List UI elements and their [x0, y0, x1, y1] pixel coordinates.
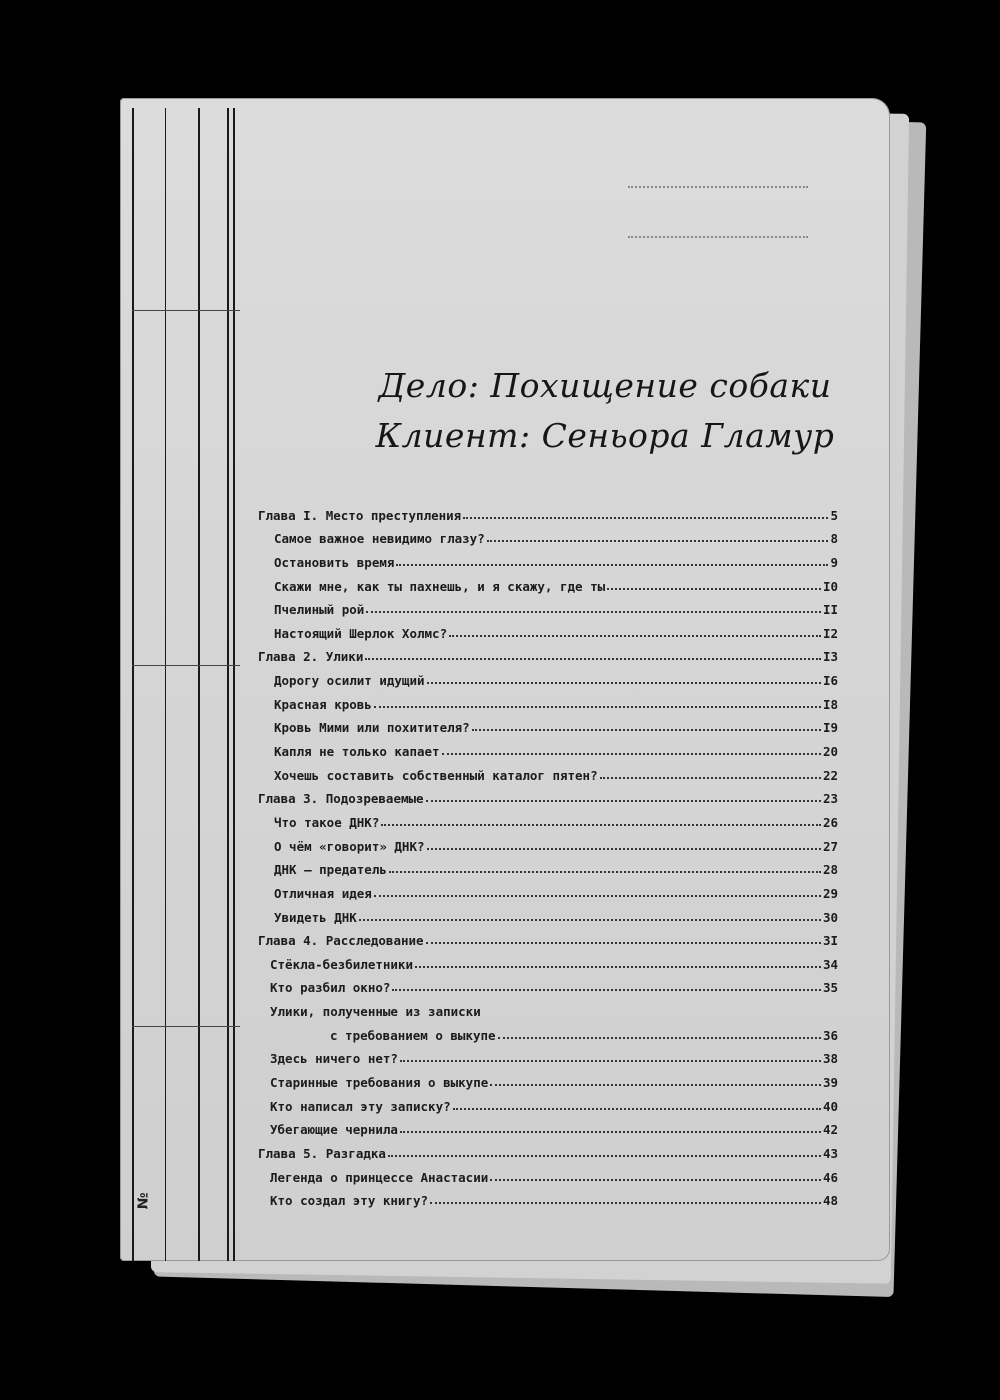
dot-leader: [396, 564, 828, 566]
margin-rule: [198, 108, 200, 1261]
toc-entry-page: I9: [822, 720, 838, 736]
toc-entry: [258, 830, 838, 854]
toc-entry-label: Глава I. Место преступления: [258, 507, 462, 523]
toc-entry-page: 3I: [822, 933, 838, 949]
toc-entry-label: Стёкла-безбилетники: [270, 956, 413, 972]
dot-leader: [607, 588, 821, 590]
toc-entry: [258, 877, 838, 901]
dot-leader: [359, 919, 821, 921]
toc-chapter: [258, 499, 838, 523]
toc-chapter: [258, 1137, 838, 1161]
toc-entry: [258, 523, 838, 547]
table-of-contents: [258, 499, 838, 1208]
margin-rule: [233, 108, 235, 1261]
dot-leader: [498, 1037, 821, 1039]
margin-divider: [132, 310, 240, 311]
dot-leader: [392, 989, 821, 991]
toc-entry: [258, 759, 838, 783]
dot-leader: [400, 1060, 821, 1062]
toc-entry-label: Красная кровь: [274, 696, 372, 712]
toc-entry-page: I6: [822, 673, 838, 689]
dot-leader: [430, 1202, 821, 1204]
toc-entry: [258, 972, 838, 996]
toc-entry-page: 34: [822, 956, 838, 972]
dot-leader: [442, 753, 821, 755]
blank-field-line: [628, 236, 808, 238]
toc-entry-label: ДНК – предатель: [274, 862, 387, 878]
dot-leader: [490, 1084, 821, 1086]
dot-leader: [427, 848, 821, 850]
toc-entry-label: с требованием о выкупе: [330, 1027, 496, 1043]
dot-leader: [449, 635, 821, 637]
toc-entry-label: Улики, полученные из записки: [270, 1004, 481, 1020]
toc-entry: [258, 664, 838, 688]
toc-entry-label: Глава 2. Улики: [258, 649, 364, 665]
margin-rule: [132, 108, 134, 1261]
toc-entry: [258, 901, 838, 925]
toc-entry: [258, 1043, 838, 1067]
toc-entry-label: Дорогу осилит идущий: [274, 673, 425, 689]
toc-entry-page: 22: [822, 767, 838, 783]
dot-leader: [427, 682, 821, 684]
margin-divider: [132, 665, 240, 666]
margin-divider: [132, 1026, 240, 1027]
toc-entry-label: Глава 5. Разгадка: [258, 1145, 386, 1161]
toc-entry-page: 38: [822, 1051, 838, 1067]
toc-entry-page: 48: [822, 1193, 838, 1209]
toc-entry-page: 5: [830, 507, 838, 523]
toc-entry-label: Глава 4. Расследование: [258, 933, 424, 949]
toc-entry-label: Капля не только капает: [274, 744, 440, 760]
toc-entry: [258, 594, 838, 618]
dot-leader: [374, 895, 821, 897]
toc-entry: [258, 1066, 838, 1090]
blank-field-line: [628, 186, 808, 188]
dot-leader: [472, 729, 821, 731]
toc-entry-page: I2: [822, 625, 838, 641]
toc-entry-page: I8: [822, 696, 838, 712]
toc-entry: [258, 1090, 838, 1114]
toc-entry-label: Глава 3. Подозреваемые: [258, 791, 424, 807]
toc-entry-label: Легенда о принцессе Анастасии: [270, 1169, 489, 1185]
toc-entry-label: Отличная идея: [274, 885, 372, 901]
toc-entry-page: 9: [830, 554, 838, 570]
toc-entry-label: Кто создал эту книгу?: [270, 1193, 429, 1209]
toc-entry: [258, 806, 838, 830]
toc-entry-page: 42: [822, 1122, 838, 1138]
toc-entry-label: Что такое ДНК?: [274, 814, 380, 830]
toc-entry-page: 29: [822, 885, 838, 901]
toc-entry-label: Кто разбил окно?: [270, 980, 391, 996]
toc-entry-page: II: [822, 602, 838, 618]
toc-entry: [258, 1161, 838, 1185]
dot-leader: [381, 824, 821, 826]
toc-entry-page: I3: [822, 649, 838, 665]
number-sign: №: [135, 1192, 152, 1210]
dot-leader: [463, 517, 828, 519]
toc-entry: [258, 688, 838, 712]
toc-entry: [258, 1114, 838, 1138]
toc-entry-page: 39: [822, 1075, 838, 1091]
toc-entry-page: 23: [822, 791, 838, 807]
toc-entry-label: Кто написал эту записку?: [270, 1098, 451, 1114]
toc-entry-page: 20: [822, 744, 838, 760]
toc-entry: [258, 570, 838, 594]
toc-entry: [258, 948, 838, 972]
toc-entry: [258, 854, 838, 878]
toc-entry: [258, 546, 838, 570]
toc-entry-label: Здесь ничего нет?: [270, 1051, 398, 1067]
margin-rule: [165, 108, 166, 1261]
toc-entry-page: 28: [822, 862, 838, 878]
dot-leader: [487, 540, 829, 542]
toc-entry-page: 30: [822, 909, 838, 925]
dot-leader: [389, 871, 821, 873]
dot-leader: [426, 800, 821, 802]
toc-entry: [258, 735, 838, 759]
client-title: Клиент: Сеньора Гламур: [375, 416, 835, 455]
toc-entry-page: 46: [822, 1169, 838, 1185]
case-file-sheet: [120, 98, 890, 1261]
toc-entry-label: Увидеть ДНК: [274, 909, 357, 925]
toc-entry-page: 35: [822, 980, 838, 996]
toc-entry-label: Пчелиный рой: [274, 602, 365, 618]
dot-leader: [365, 658, 821, 660]
margin-rule: [227, 108, 229, 1261]
toc-entry-label: Хочешь составить собственный каталог пятен?: [274, 767, 598, 783]
toc-entry-label: Скажи мне, как ты пахнешь, и я скажу, где ты: [274, 578, 606, 594]
toc-entry-label: Настоящий Шерлок Холмс?: [274, 625, 448, 641]
toc-entry-label: О чём «говорит» ДНК?: [274, 838, 425, 854]
dot-leader: [388, 1155, 821, 1157]
toc-chapter: [258, 925, 838, 949]
dot-leader: [415, 966, 821, 968]
dot-leader: [426, 942, 821, 944]
dot-leader: [400, 1131, 821, 1133]
toc-entry-page: 36: [822, 1027, 838, 1043]
toc-entry: [258, 995, 838, 1019]
toc-entry-label: Остановить время: [274, 554, 395, 570]
dot-leader: [453, 1108, 821, 1110]
toc-entry-page: 27: [822, 838, 838, 854]
toc-entry-page: 40: [822, 1098, 838, 1114]
toc-chapter: [258, 641, 838, 665]
toc-chapter: [258, 783, 838, 807]
toc-entry: [258, 617, 838, 641]
toc-entry: [258, 712, 838, 736]
toc-entry-page: 26: [822, 814, 838, 830]
toc-entry: [258, 1185, 838, 1209]
dot-leader: [600, 777, 821, 779]
dot-leader: [366, 611, 821, 613]
toc-entry-label: Самое важное невидимо глазу?: [274, 531, 485, 547]
dot-leader: [374, 706, 821, 708]
toc-entry-page: 8: [830, 531, 838, 547]
dot-leader: [490, 1179, 821, 1181]
toc-entry: [258, 1019, 838, 1043]
toc-entry-label: Кровь Мими или похитителя?: [274, 720, 470, 736]
toc-entry-page: I0: [822, 578, 838, 594]
toc-entry-label: Старинные требования о выкупе: [270, 1075, 489, 1091]
toc-entry-label: Убегающие чернила: [270, 1122, 398, 1138]
toc-entry-page: 43: [822, 1145, 838, 1161]
case-title: Дело: Похищение собаки: [378, 366, 832, 405]
